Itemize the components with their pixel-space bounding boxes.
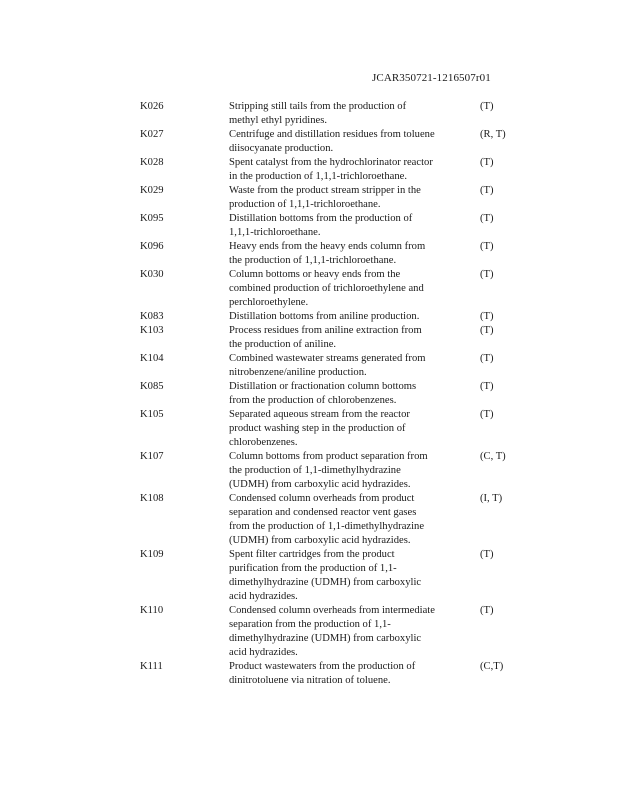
- hazard-code: (T): [480, 325, 494, 336]
- hazard-code: (T): [480, 269, 494, 280]
- waste-code: K104: [140, 353, 164, 364]
- description-line: Spent catalyst from the hydrochlorinator reactor: [229, 157, 433, 168]
- description-line: 1,1,1-trichloroethane.: [229, 227, 321, 238]
- description-line: (UDMH) from carboxylic acid hydrazides.: [229, 535, 411, 546]
- hazard-code: (T): [480, 353, 494, 364]
- hazard-code: (T): [480, 157, 494, 168]
- table-row: [140, 408, 520, 450]
- waste-description: [229, 660, 480, 688]
- description-line: from the production of 1,1-dimethylhydrazine: [229, 521, 425, 532]
- description-line: Condensed column overheads from intermediate: [229, 605, 435, 616]
- hazard-code: (I, T): [480, 493, 503, 504]
- table-row: [140, 380, 520, 408]
- description-line: chlorobenzenes.: [229, 437, 298, 448]
- waste-code: K029: [140, 185, 164, 196]
- description-line: Condensed column overheads from product: [229, 493, 415, 504]
- waste-description: [229, 100, 480, 128]
- description-line: separation and condensed reactor vent gases: [229, 507, 417, 518]
- description-line: acid hydrazides.: [229, 647, 298, 658]
- description-line: the production of 1,1-dimethylhydrazine: [229, 465, 401, 476]
- hazard-code: (T): [480, 241, 494, 252]
- description-line: Stripping still tails from the production of: [229, 101, 407, 112]
- waste-description: [229, 380, 480, 408]
- hazard-code: (T): [480, 213, 494, 224]
- description-line: from the production of chlorobenzenes.: [229, 395, 397, 406]
- waste-code: K026: [140, 101, 164, 112]
- hazard-code: (C, T): [480, 451, 506, 462]
- waste-code: K030: [140, 269, 164, 280]
- waste-description: [229, 450, 480, 492]
- waste-code: K111: [140, 661, 163, 672]
- table-row: [140, 548, 520, 604]
- description-line: Spent filter cartridges from the product: [229, 549, 395, 560]
- waste-description: [229, 604, 480, 660]
- table-row: [140, 604, 520, 660]
- waste-description: [229, 268, 480, 310]
- description-line: purification from the production of 1,1-: [229, 563, 397, 574]
- waste-description: [229, 156, 480, 184]
- hazard-code: (T): [480, 549, 494, 560]
- hazard-code: (C,T): [480, 661, 504, 672]
- description-line: product washing step in the production of: [229, 423, 406, 434]
- waste-code: K083: [140, 311, 164, 322]
- waste-code: K109: [140, 549, 164, 560]
- description-line: the production of aniline.: [229, 339, 337, 350]
- waste-description: [229, 324, 480, 352]
- description-line: Column bottoms or heavy ends from the: [229, 269, 401, 280]
- table-row: [140, 492, 520, 548]
- description-line: production of 1,1,1-trichloroethane.: [229, 199, 381, 210]
- table-row: [140, 268, 520, 310]
- waste-description: [229, 548, 480, 604]
- description-line: dimethylhydrazine (UDMH) from carboxylic: [229, 633, 422, 644]
- description-line: dimethylhydrazine (UDMH) from carboxylic: [229, 577, 422, 588]
- description-line: perchloroethylene.: [229, 297, 309, 308]
- table-row: [140, 156, 520, 184]
- description-line: Process residues from aniline extraction from: [229, 325, 422, 336]
- waste-code: K096: [140, 241, 164, 252]
- waste-code: K110: [140, 605, 164, 616]
- description-line: Waste from the product stream stripper in the: [229, 185, 421, 196]
- waste-description: [229, 492, 480, 548]
- hazard-code: (T): [480, 605, 494, 616]
- hazard-code: (R, T): [480, 129, 506, 140]
- waste-description: [229, 240, 480, 268]
- table-row: [140, 184, 520, 212]
- waste-code: K027: [140, 129, 164, 140]
- waste-description: [229, 352, 480, 380]
- hazard-code: (T): [480, 409, 494, 420]
- waste-code: K108: [140, 493, 164, 504]
- description-line: Column bottoms from product separation from: [229, 451, 428, 462]
- description-line: diisocyanate production.: [229, 143, 334, 154]
- description-line: methyl ethyl pyridines.: [229, 115, 327, 126]
- description-line: Distillation or fractionation column bottoms: [229, 381, 417, 392]
- description-line: acid hydrazides.: [229, 591, 298, 602]
- description-line: Distillation bottoms from aniline production.: [229, 311, 420, 322]
- description-line: nitrobenzene/aniline production.: [229, 367, 367, 378]
- waste-code: K105: [140, 409, 164, 420]
- waste-description: [229, 408, 480, 450]
- description-line: Combined wastewater streams generated from: [229, 353, 426, 364]
- waste-description: [229, 128, 480, 156]
- description-line: Centrifuge and distillation residues from toluene: [229, 129, 435, 140]
- description-line: dinitrotoluene via nitration of toluene.: [229, 675, 391, 686]
- table-row: [140, 128, 520, 156]
- table-row: [140, 100, 520, 128]
- description-line: combined production of trichloroethylene and: [229, 283, 424, 294]
- table-row: [140, 310, 520, 324]
- table-row: [140, 660, 520, 688]
- waste-code: K107: [140, 451, 164, 462]
- waste-description: [229, 184, 480, 212]
- table-row: [140, 324, 520, 352]
- waste-description: [229, 212, 480, 240]
- waste-code: K095: [140, 213, 164, 224]
- description-line: separation from the production of 1,1-: [229, 619, 391, 630]
- hazard-code: (T): [480, 101, 494, 112]
- hazard-code: (T): [480, 311, 494, 322]
- description-line: Product wastewaters from the production of: [229, 661, 416, 672]
- waste-code: K085: [140, 381, 164, 392]
- description-line: Separated aqueous stream from the reactor: [229, 409, 410, 420]
- table-row: [140, 352, 520, 380]
- hazard-code: (T): [480, 381, 494, 392]
- waste-code: K103: [140, 325, 164, 336]
- table-row: [140, 450, 520, 492]
- document-id: JCAR350721-1216507r01: [372, 72, 491, 84]
- description-line: in the production of 1,1,1-trichloroethane.: [229, 171, 407, 182]
- description-line: Heavy ends from the heavy ends column from: [229, 241, 426, 252]
- table-row: [140, 240, 520, 268]
- description-line: the production of 1,1,1-trichloroethane.: [229, 255, 397, 266]
- description-line: Distillation bottoms from the production of: [229, 213, 413, 224]
- waste-description: [229, 310, 480, 324]
- waste-code: K028: [140, 157, 164, 168]
- table-row: [140, 212, 520, 240]
- hazard-code: (T): [480, 185, 494, 196]
- description-line: (UDMH) from carboxylic acid hydrazides.: [229, 479, 411, 490]
- waste-code-table: [140, 100, 520, 688]
